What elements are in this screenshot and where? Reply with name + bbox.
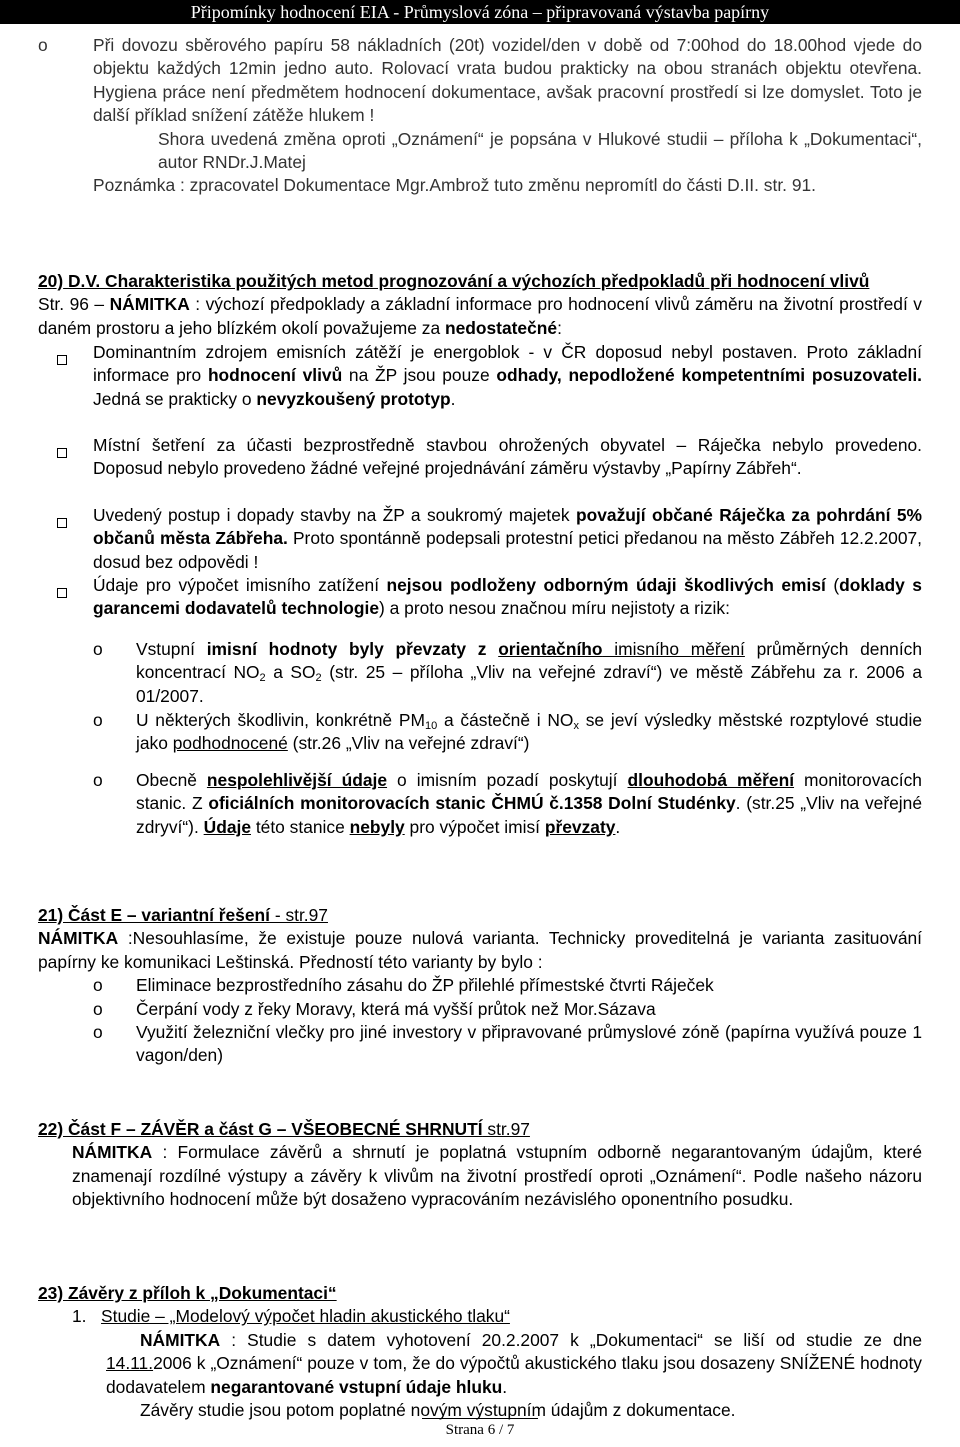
section-22-heading: 22) Část F – ZÁVĚR a část G – VŠEOBECNÉ SHRNUTÍ str.97 [38, 1119, 530, 1139]
checkbox-bullet-icon [57, 441, 67, 464]
section-20-objection: Str. 96 – NÁMITKA : výchozí předpoklady a základní informace pro hodnocení vlivů záměru na životní prostředí v daném prostoru a jeho blízkém okolí považujeme za nedostatečné: [38, 294, 922, 338]
s21-item-3: o Využití železniční vlečky pro jiné investory v připravované průmyslové zóně (papírna využívá pouze 1 vagon/den) [93, 1022, 922, 1066]
section-22 [38, 1118, 922, 1212]
intro-change-note: Shora uvedená změna oproti „Oznámení“ je popsána v Hlukové studii – příloha k „Dokumentaci“, autor RNDr.J.Matej [158, 128, 922, 173]
s20-bullet-2: Místní šetření za účasti bezprostředně stavbou ohrožených obyvatel – Ráječka nebylo provedeno. Doposud nebylo provedeno žádné veřejné projednávání záměru výstavby „Papírny Zábřeh“. [38, 434, 922, 481]
s23-item-title: 1. Studie – „Modelový výpočet hladin akustického tlaku“ [72, 1306, 510, 1327]
checkbox-bullet-icon [57, 581, 67, 604]
section-21 [38, 904, 922, 1068]
bullet-marker: o [93, 710, 103, 730]
page-number: Strana 6 / 7 [445, 1422, 515, 1438]
section-20-heading: 20) D.V. Charakteristika použitých metod prognozování a výchozích předpokladů při hodnocení vlivů [38, 271, 870, 291]
section-21-heading: 21) Část E – variantní řešení - str.97 [38, 905, 328, 925]
s20-bullet-3: Uvedený postup i dopady stavby na ŽP a soukromý majetek považují občané Ráječka za pohrdání 5% občanů města Zábřeha. Proto spontánně podepsali protestní petici předanou na město Zábřeh 12.2.2007, dosud bez odpovědi ! [38, 504, 922, 574]
document-header: Připomínky hodnocení EIA - Průmyslová zóna – připravovaná výstavba papírny [0, 0, 960, 24]
checkbox-bullet-icon [57, 511, 67, 534]
section-20 [38, 270, 922, 340]
footer-divider [422, 1418, 538, 1419]
s20-subitem-1: o Vstupní imisní hodnoty byly převzaty z orientačního imisního měření průměrných denních koncentrací $NO_2$ a $SO_2$ (str. 25 – příloha „Vliv na veřejné zdraví“) ve městě Zábřehu za r. 2006 a 01/2007. [93, 639, 923, 706]
section-23-heading: 23) Závěry z příloh k „Dokumentaci“ [38, 1283, 337, 1303]
s20-bullet-4: Údaje pro výpočet imisního zatížení nejsou podloženy odborným údaji škodlivých emisí (doklady s garancemi dodavatelů technologie) a proto nesou značnou míru nejistoty a rizik: [38, 574, 922, 621]
bullet-marker: o [38, 35, 48, 55]
intro-paragraph: Při dovozu sběrového papíru 58 nákladních (20t) vozidel/den v době od 7:00hod do 18.00hod vjede do objektu každých 12min jedno auto. Rolovací vrata budou prakticky na obou stranách objektu otevřena. Hygiena práce není předmětem hodnocení dokumentace, avšak pracovní prostředí si lze domyslet. Toto je další příklad snížení zátěže hlukem ! [93, 35, 922, 126]
section-23 [38, 1282, 922, 1422]
checkbox-bullet-icon [57, 348, 67, 371]
section-22-objection: NÁMITKA : Formulace závěrů a shrnutí je poplatná vstupním odborně negarantovaným údajům, které znamenají rozdílné výstupy a závěry k vlivům na životní prostředí oproti „Oznámení“. Podle našeho názoru objektivního hodnocení může být dosaženo vypracováním nezávislého oponentního posudku. [72, 1142, 922, 1210]
s21-item-1: o Eliminace bezprostředního zásahu do ŽP přilehlé přímestské čtvrti Ráječek [38, 974, 922, 997]
intro-block [38, 34, 922, 198]
s23-conclusion: Závěry studie jsou potom poplatné novým výstupním údajům z dokumentace. [140, 1400, 736, 1421]
bullet-marker: o [93, 1022, 103, 1043]
s20-bullet-1: Dominantním zdrojem emisních zátěží je energoblok - v ČR doposud nebyl postaven. Proto základní informace pro hodnocení vlivů na ŽP jsou pouze odhady, nepodložené kompetentními posuzovateli. Jedná se prakticky o nevyzkoušený prototyp. [38, 341, 922, 411]
s20-subitem-2: o U některých škodlivin, konkrétně $PM_{10}$ a částečně i $NO_x$ se jeví výsledky městské rozptylové studie jako podhodnocené (str.26 „Vliv na veřejné zdraví“) [93, 710, 922, 754]
bullet-marker: o [93, 770, 103, 790]
bullet-marker: o [93, 639, 103, 659]
bullet-marker: o [93, 975, 103, 996]
section-21-objection: NÁMITKA :Nesouhlasíme, že existuje pouze nulová varianta. Technicky proveditelná je varianta zasituování papírny ke komunikaci Leštinská. Předností této varianty by bylo : [38, 928, 922, 972]
intro-remark: Poznámka : zpracovatel Dokumentace Mgr.Ambrož tuto změnu nepromítl do části D.II. str. 91. [93, 175, 816, 196]
s20-subitem-3: o Obecně nespolehlivější údaje o imisním pozadí poskytují dlouhodobá měření monitorovacích stanic. Z oficiálních monitorovacích stanic ČHMÚ č.1358 Dolní Studénky. (str.25 „Vliv na veřejné zdryví“). Údaje této stanice nebyly pro výpočet imisí převzaty. [93, 770, 922, 837]
bullet-marker: o [93, 998, 103, 1019]
s21-item-2: o Čerpání vody z řeky Moravy, která má vyšší průtok než Mor.Sázava [38, 998, 922, 1021]
s23-objection: NÁMITKA : Studie s datem vyhotovení 20.2.2007 k „Dokumentaci“ se liší od studie ze dne 14.11.2006 k „Oznámení“ pouze v tom, že do výpočtů akustického tlaku jsou dosazeny SNÍŽENÉ hodnoty dodavatelem negarantované vstupní údaje hluku. [106, 1329, 922, 1397]
